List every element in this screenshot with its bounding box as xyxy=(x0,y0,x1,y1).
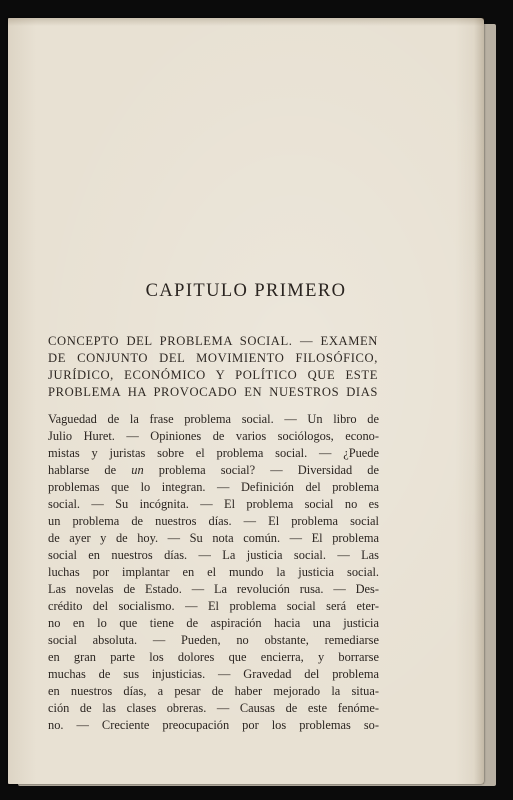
synopsis-line xyxy=(48,462,379,479)
synopsis-line: crédito del socialismo. — El problema social será eter- xyxy=(48,599,379,613)
chapter-summary-line: PROBLEMA HA PROVOCADO EN NUESTROS DIAS xyxy=(48,385,378,399)
synopsis-line: problemas que lo integran. — Definición del problema xyxy=(48,480,379,494)
synopsis-line: social. — Su incógnita. — El problema social no es xyxy=(48,497,379,511)
synopsis-line: Las novelas de Estado. — La revolución rusa. — Des- xyxy=(48,582,379,596)
synopsis-line: en nuestros días, a pesar de haber mejorado la situa- xyxy=(48,684,379,698)
synopsis-line: muchas de sus injusticias. — Gravedad del problema xyxy=(48,667,379,681)
chapter-summary-line: CONCEPTO DEL PROBLEMA SOCIAL. — EXAMEN xyxy=(48,334,378,348)
chapter-title: CAPITULO PRIMERO xyxy=(145,281,347,301)
synopsis-line: Vaguedad de la frase problema social. — Un libro de xyxy=(48,412,379,426)
synopsis-text: problema social? — Diversidad de xyxy=(143,463,380,477)
synopsis-line: de ayer y de hoy. — Su nota común. — El problema xyxy=(48,531,379,545)
chapter-synopsis xyxy=(48,411,379,734)
synopsis-line: ción de las clases obreras. — Causas de este fenóme- xyxy=(48,701,379,715)
synopsis-line: no en lo que tiene de aspiración hacia una justicia xyxy=(48,616,379,630)
synopsis-line: no. — Creciente preocupación por los problemas so- xyxy=(48,718,379,732)
synopsis-line: un problema de nuestros días. — El problema social xyxy=(48,514,379,528)
chapter-summary xyxy=(48,333,378,401)
book-page xyxy=(8,18,484,784)
chapter-summary-line: JURÍDICO, ECONÓMICO Y POLÍTICO QUE ESTE xyxy=(48,368,378,382)
synopsis-text: hablarse de xyxy=(48,463,132,477)
synopsis-line: Julio Huret. — Opiniones de varios sociólogos, econo- xyxy=(48,429,379,443)
synopsis-line: social absoluta. — Pueden, no obstante, remediarse xyxy=(48,633,379,647)
synopsis-line: luchas por implantar en el mundo la justicia social. xyxy=(48,565,379,579)
synopsis-italic-word: un xyxy=(131,463,144,477)
synopsis-line: social en nuestros días. — La justicia social. — Las xyxy=(48,548,379,562)
synopsis-line: en gran parte los dolores que encierra, y borrarse xyxy=(48,650,379,664)
synopsis-line: mistas y juristas sobre el problema social. — ¿Puede xyxy=(48,446,379,460)
chapter-summary-line: DE CONJUNTO DEL MOVIMIENTO FILOSÓFICO, xyxy=(48,351,378,365)
